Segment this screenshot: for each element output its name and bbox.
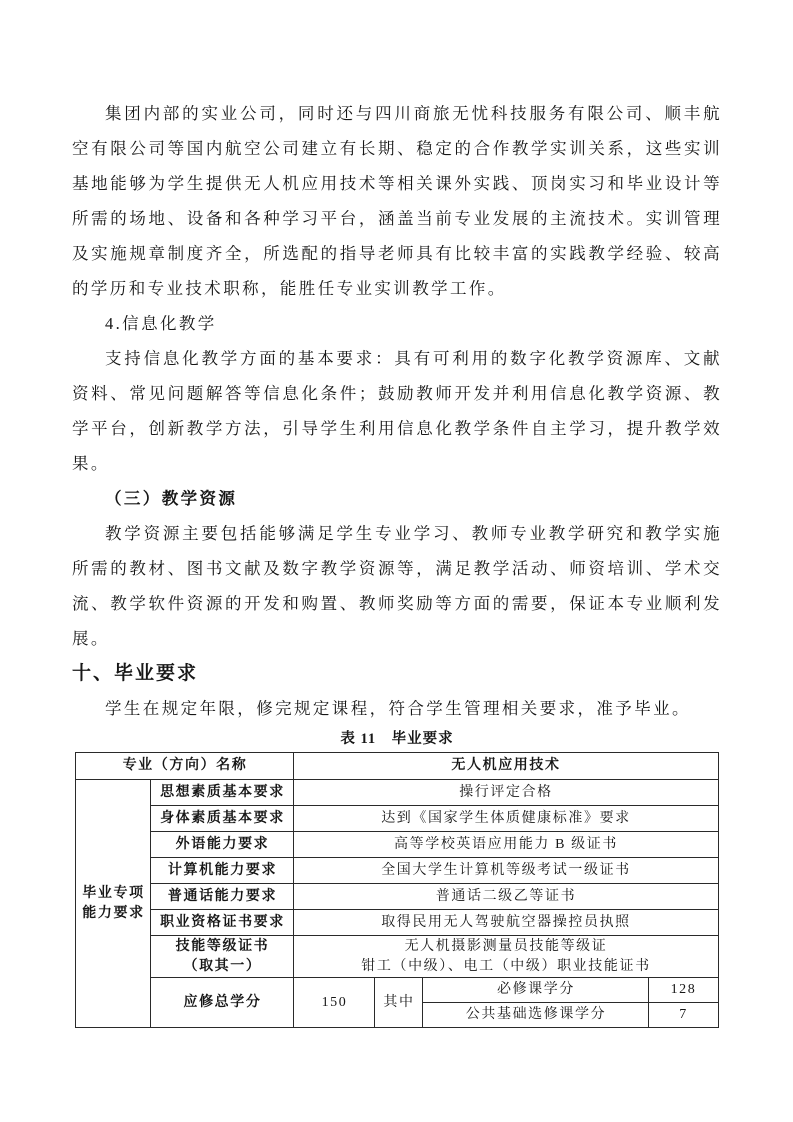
requirement-label-cell: 身体素质基本要求 <box>151 806 294 832</box>
group-label-line1: 毕业专项 <box>82 885 145 901</box>
paragraph-informatization-teaching: 支持信息化教学方面的基本要求：具有可利用的数字化教学资源库、文献资料、常见问题解答等信息化条件；鼓励教师开发并利用信息化教学资源、教学平台，创新教学方法，引导学生利用信息化教学条件自主学习，提升教学效果。 <box>72 349 722 473</box>
header-major-label-cell: 专业（方向）名称 <box>76 753 294 780</box>
requirement-value-cell: 操行评定合格 <box>294 780 718 806</box>
required-credits-value-cell: 128 <box>649 978 718 1003</box>
heading-teaching-resources: （三）教学资源 <box>105 489 238 508</box>
paragraph-teaching-resources: 教学资源主要包括能够满足学生专业学习、教师专业教学研究和教学实施所需的教材、图书文献及数字教学资源等，满足教学活动、师资培训、学术交流、教学软件资源的开发和购置、教师奖励等方面的需要，保证本专业顺利发展。 <box>72 524 722 648</box>
table-row <box>76 832 718 858</box>
table-row <box>76 753 718 780</box>
graduation-requirements-table <box>75 752 718 1028</box>
table-row <box>76 936 718 978</box>
heading-graduation-requirements: 十、毕业要求 <box>72 663 199 684</box>
skill-value-line2: 钳工（中级）、电工（中级）职业技能证书 <box>361 958 651 974</box>
requirement-label-cell: 外语能力要求 <box>151 832 294 858</box>
requirement-label-cell: 计算机能力要求 <box>151 858 294 884</box>
table-row <box>76 978 718 1003</box>
table-row <box>76 858 718 884</box>
group-label-cell <box>76 780 151 1028</box>
table-row <box>76 884 718 910</box>
skill-certificate-value-cell <box>294 936 718 978</box>
header-major-value-cell: 无人机应用技术 <box>294 753 718 780</box>
paragraph-graduation-statement: 学生在规定年限，修完规定课程，符合学生管理相关要求，准予毕业。 <box>105 699 691 718</box>
total-credits-value-cell: 150 <box>294 978 375 1028</box>
table-row <box>76 910 718 936</box>
requirement-value-cell: 高等学校英语应用能力 B 级证书 <box>294 832 718 858</box>
requirement-label-cell: 职业资格证书要求 <box>151 910 294 936</box>
skill-certificate-label-cell <box>151 936 294 978</box>
table-row <box>76 806 718 832</box>
requirement-value-cell: 达到《国家学生体质健康标准》要求 <box>294 806 718 832</box>
among-label-cell: 其中 <box>375 978 423 1028</box>
total-credits-label-cell: 应修总学分 <box>151 978 294 1028</box>
skill-label-line1: 技能等级证书 <box>175 938 270 954</box>
skill-label-line2: （取其一） <box>183 958 262 974</box>
requirement-label-cell: 思想素质基本要求 <box>151 780 294 806</box>
requirement-value-cell: 取得民用无人驾驶航空器操控员执照 <box>294 910 718 936</box>
requirement-value-cell: 普通话二级乙等证书 <box>294 884 718 910</box>
elective-credits-label-cell: 公共基础选修课学分 <box>423 1003 649 1028</box>
elective-credits-value-cell: 7 <box>649 1003 718 1028</box>
group-label-line2: 能力要求 <box>82 905 145 921</box>
table-caption: 表 11 毕业要求 <box>340 731 454 747</box>
table-row <box>76 780 718 806</box>
heading-informatization-teaching: 4.信息化教学 <box>105 314 217 333</box>
paragraph-training-bases: 集团内部的实业公司，同时还与四川商旅无忧科技服务有限公司、顺丰航空有限公司等国内航空公司建立有长期、稳定的合作教学实训关系，这些实训基地能够为学生提供无人机应用技术等相关课外实践、顶岗实习和毕业设计等所需的场地、设备和各种学习平台，涵盖当前专业发展的主流技术。实训管理及实施规章制度齐全，所选配的指导老师具有比较丰富的实践教学经验、较高的学历和专业技术职称，能胜任专业实训教学工作。 <box>72 104 722 298</box>
skill-value-line1: 无人机摄影测量员技能等级证 <box>404 938 608 954</box>
requirement-label-cell: 普通话能力要求 <box>151 884 294 910</box>
requirement-value-cell: 全国大学生计算机等级考试一级证书 <box>294 858 718 884</box>
required-credits-label-cell: 必修课学分 <box>423 978 649 1003</box>
